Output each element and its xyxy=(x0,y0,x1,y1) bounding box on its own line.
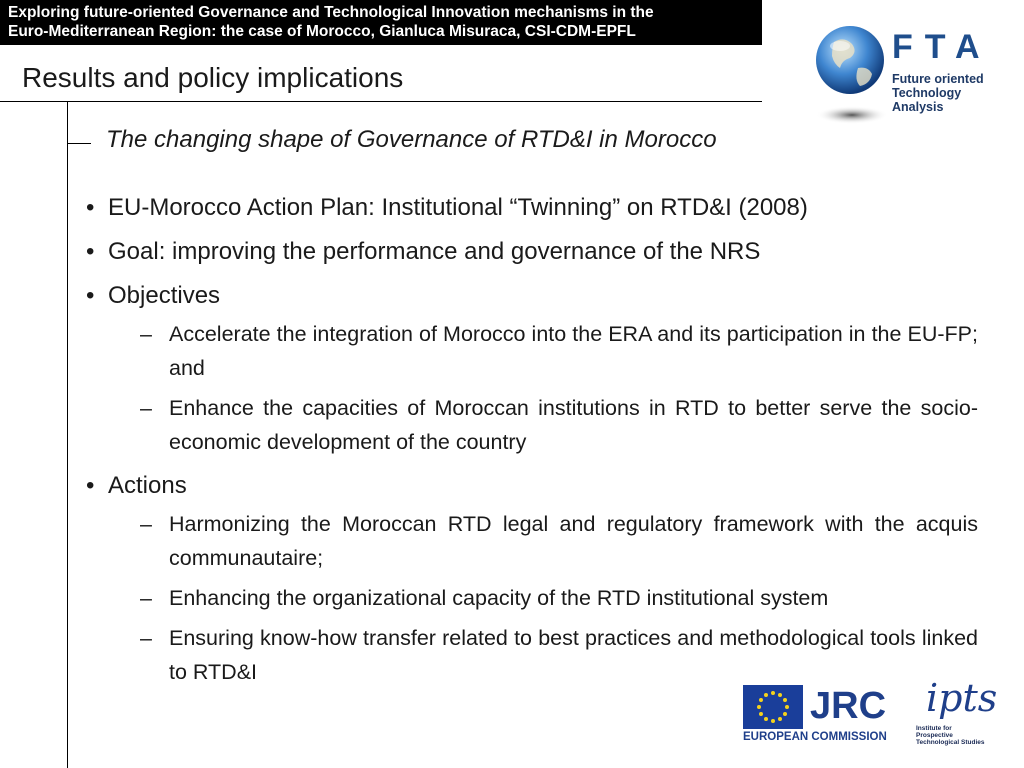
sub-list-item-text: Harmonizing the Moroccan RTD legal and regulatory framework with the acquis communautaire; xyxy=(169,512,978,570)
dash-marker: – xyxy=(140,512,152,536)
dash-marker: – xyxy=(140,626,152,650)
list-item xyxy=(86,281,978,311)
sub-list-item-text: Enhance the capacities of Moroccan institutions in RTD to better serve the socio-economic development of the country xyxy=(169,396,978,454)
fta-logo-letters: FTA xyxy=(892,28,992,66)
fta-logo-text xyxy=(892,72,984,114)
subtitle-tick xyxy=(67,143,91,144)
dash-marker: – xyxy=(140,586,152,610)
dash-marker: – xyxy=(140,396,152,420)
sub-list-item xyxy=(86,507,978,575)
bullet-marker: • xyxy=(86,472,95,499)
ipts-logo-word: ipts xyxy=(926,676,998,720)
jrc-logo xyxy=(742,683,892,747)
ipts-logo-line: Technological Studies xyxy=(916,739,985,746)
list-item xyxy=(86,193,978,223)
dash-marker: – xyxy=(140,322,152,346)
ipts-logo-text xyxy=(916,725,996,746)
banner-line-1: Exploring future-oriented Governance and Technological Innovation mechanisms in the xyxy=(8,4,654,21)
list-item-text: Goal: improving the performance and governance of the NRS xyxy=(108,238,761,265)
sub-list-item-text: Ensuring know-how transfer related to best practices and methodological tools linked to RTD&I xyxy=(169,626,978,684)
list-item-text: Objectives xyxy=(108,282,221,309)
list-item xyxy=(86,237,978,267)
bullet-marker: • xyxy=(86,238,95,265)
sub-list-item xyxy=(86,581,978,615)
list-item xyxy=(86,471,978,501)
ipts-logo-line: Prospective xyxy=(916,732,953,739)
jrc-logo-subtitle: EUROPEAN COMMISSION xyxy=(743,731,887,743)
slide-title: Results and policy implications xyxy=(22,62,404,93)
fta-logo-line: Future oriented xyxy=(892,72,984,86)
sub-list-item-text: Enhancing the organizational capacity of the RTD institutional system xyxy=(169,586,829,610)
fta-logo xyxy=(812,20,1002,130)
title-divider xyxy=(0,101,762,102)
fta-logo-line: Analysis xyxy=(892,100,944,114)
list-item-text: EU-Morocco Action Plan: Institutional “Twinning” on RTD&I (2008) xyxy=(108,194,808,221)
banner-line-2: Euro-Mediterranean Region: the case of Morocco, Gianluca Misuraca, CSI-CDM-EPFL xyxy=(8,23,636,40)
vertical-divider xyxy=(67,101,68,768)
sub-list-item-text: Accelerate the integration of Morocco into the ERA and its participation in the EU-FP; and xyxy=(169,322,978,380)
globe-icon xyxy=(812,20,892,130)
ipts-logo-line: Institute for xyxy=(916,725,952,732)
ipts-logo xyxy=(912,678,1007,754)
header-banner xyxy=(0,0,762,45)
fta-logo-line: Technology xyxy=(892,86,962,100)
list-item-text: Actions xyxy=(108,472,187,499)
sub-list-item xyxy=(86,621,978,689)
jrc-logo-word: JRC xyxy=(810,685,887,727)
sub-list-item xyxy=(86,391,978,459)
bullet-list xyxy=(86,193,978,695)
bullet-marker: • xyxy=(86,282,95,309)
eu-flag-icon xyxy=(743,685,803,729)
bullet-marker: • xyxy=(86,194,95,221)
slide-subtitle: The changing shape of Governance of RTD&I in Morocco xyxy=(106,126,717,153)
sub-list-item xyxy=(86,317,978,385)
